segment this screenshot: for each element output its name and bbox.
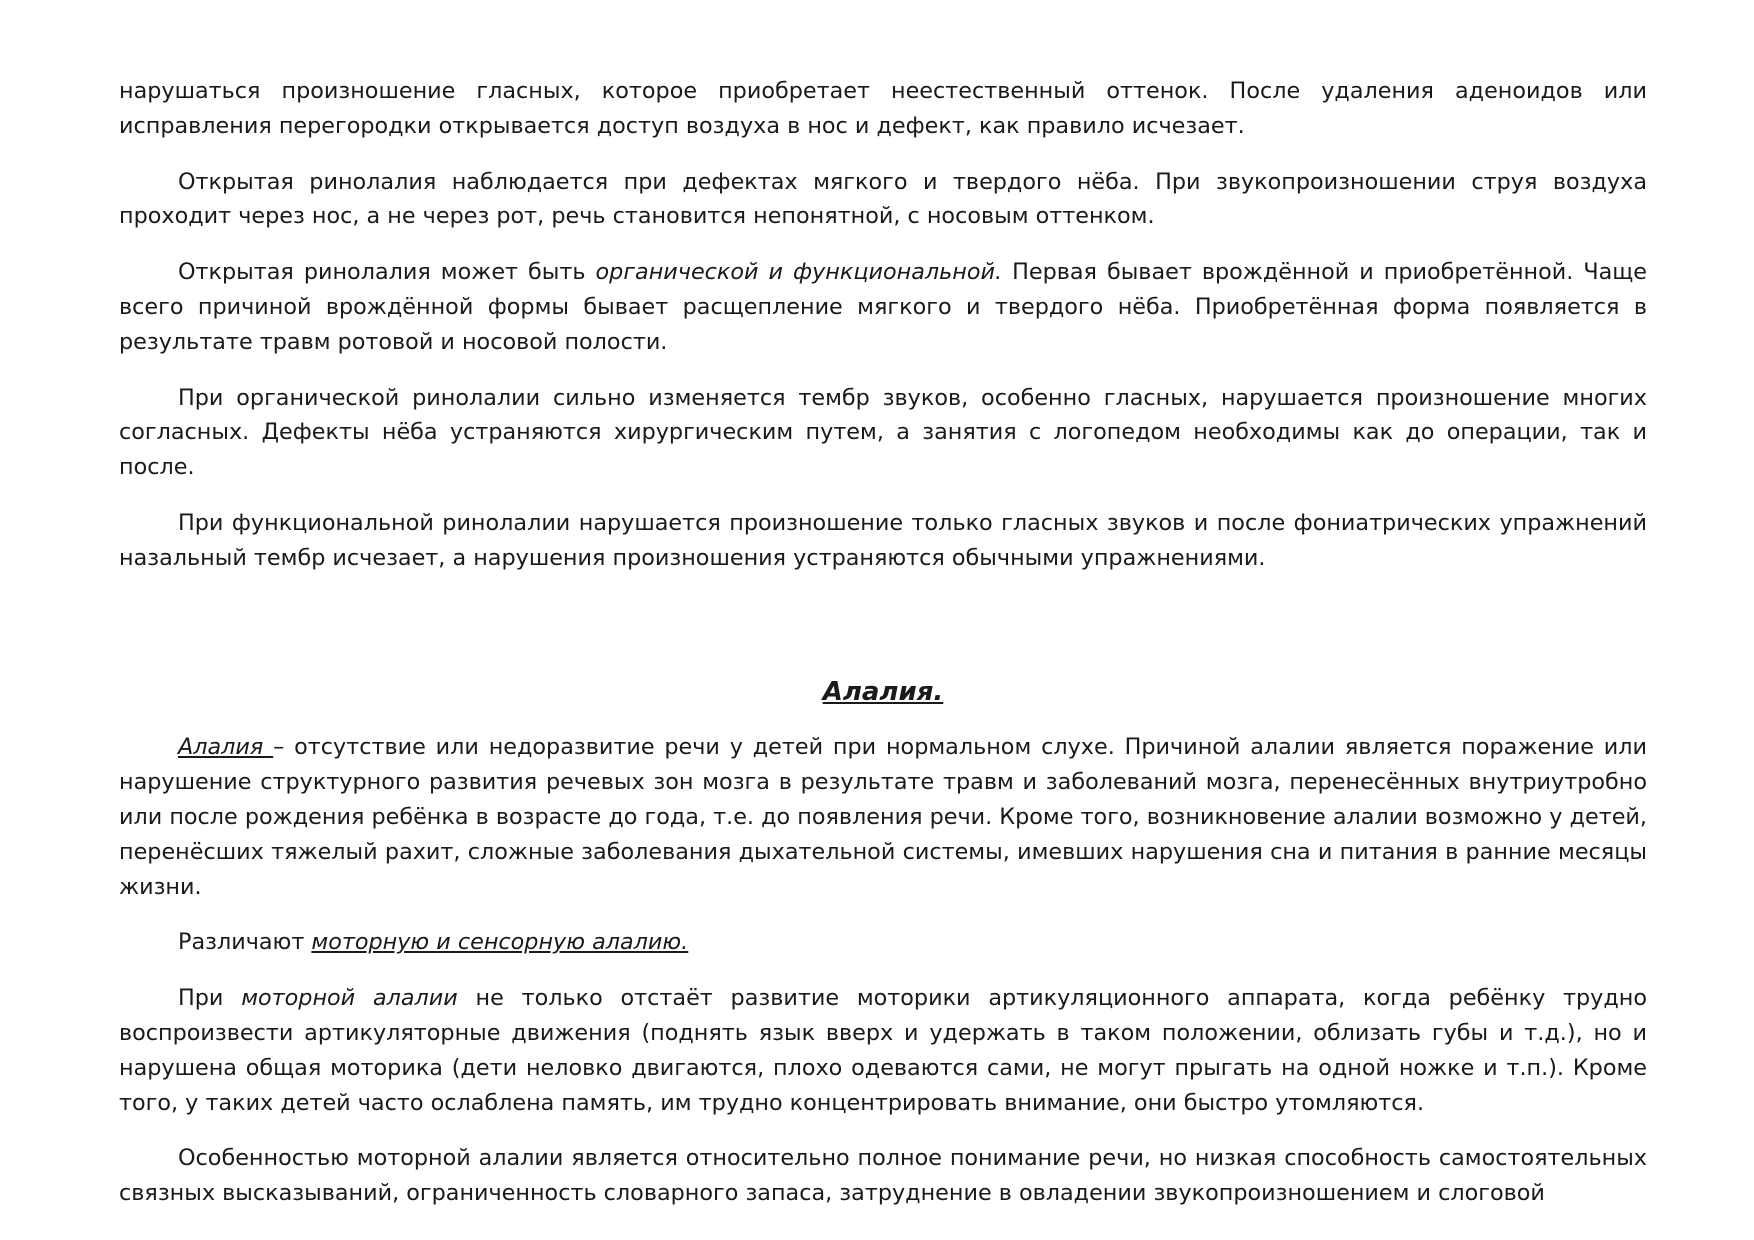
text-run: – отсутствие или недоразвитие речи у детей при нормальном слухе. Причиной алалии является поражение или нарушение структурного развития речевых зон мозга в результате травм и заболеваний мозга, перенесённых внутриутробно или после рождения ребёнка в возрасте до года, т.е. до появления речи. Кроме того, возникновение алалии возможно у детей, перенёсших тяжелый рахит, сложные заболевания дыхательной системы, имевших нарушения сна и питания в ранние месяцы жизни. <box>119 734 1647 900</box>
paragraph-motor-alalia-feature: Особенностью моторной алалии является относительно полное понимание речи, но низкая способность самостоятельных связных высказываний, ограниченность словарного запаса, затруднение в овладении звукопроизношением и слоговой <box>119 1145 1647 1207</box>
paragraph-alalia-definition <box>119 730 1647 904</box>
text-run: Открытая ринолалия может быть <box>178 259 596 286</box>
section-spacer <box>119 597 1647 675</box>
text-run: не только отстаёт развитие моторики артикуляционного аппарата, когда ребёнку трудно воспроизвести артикуляторные движения (поднять язык вверх и удержать в таком положении, облизать губы и т.д.), но и нарушена общая моторика (дети неловко двигаются, плохо одеваются сами, не могут прыгать на одной ножке и т.п.). Кроме того, у таких детей часто ослаблена память, им трудно концентрировать внимание, они быстро утомляются. <box>119 985 1648 1116</box>
section-heading: Алалия. <box>822 676 944 707</box>
text-run: При <box>178 985 242 1012</box>
italic-term: моторной алалии <box>241 985 458 1012</box>
italic-term: органической и функциональной. <box>595 259 1003 286</box>
text-run: Первая бывает врождённой и приобретённой. Чаще всего причиной врождённой формы бывает расщепление мягкого и твердого нёба. Приобретённая форма появляется в результате травм ротовой и носовой полости. <box>119 259 1648 355</box>
paragraph-rhinolalia-forms <box>119 255 1647 359</box>
document-page <box>119 74 1647 1232</box>
underlined-term: Алалия <box>178 734 274 761</box>
underlined-term: моторную и сенсорную алалию. <box>311 929 689 956</box>
paragraph-continuation: нарушаться произношение гласных, которое приобретает неестественный оттенок. После удаления аденоидов или исправления перегородки открывается доступ воздуха в нос и дефект, как правило исчезает. <box>119 78 1647 139</box>
paragraph-organic-rhinolalia: При органической ринолалии сильно изменяется тембр звуков, особенно гласных, нарушается произношение многих согласных. Дефекты нёба устраняются хирургическим путем, а занятия с логопедом необходимы как до операции, так и после. <box>119 384 1647 481</box>
paragraph-motor-alalia <box>119 981 1647 1120</box>
text-run: Различают <box>178 929 312 956</box>
paragraph-functional-rhinolalia: При функциональной ринолалии нарушается произношение только гласных звуков и после фониатрических упражнений назальный тембр исчезает, а нарушения произношения устраняются обычными упражнениями. <box>119 509 1647 571</box>
paragraph-alalia-types <box>119 925 1647 960</box>
paragraph-open-rhinolalia: Открытая ринолалия наблюдается при дефектах мягкого и твердого нёба. При звукопроизношении струя воздуха проходит через нос, а не через рот, речь становится непонятной, с носовым оттенком. <box>119 168 1647 230</box>
